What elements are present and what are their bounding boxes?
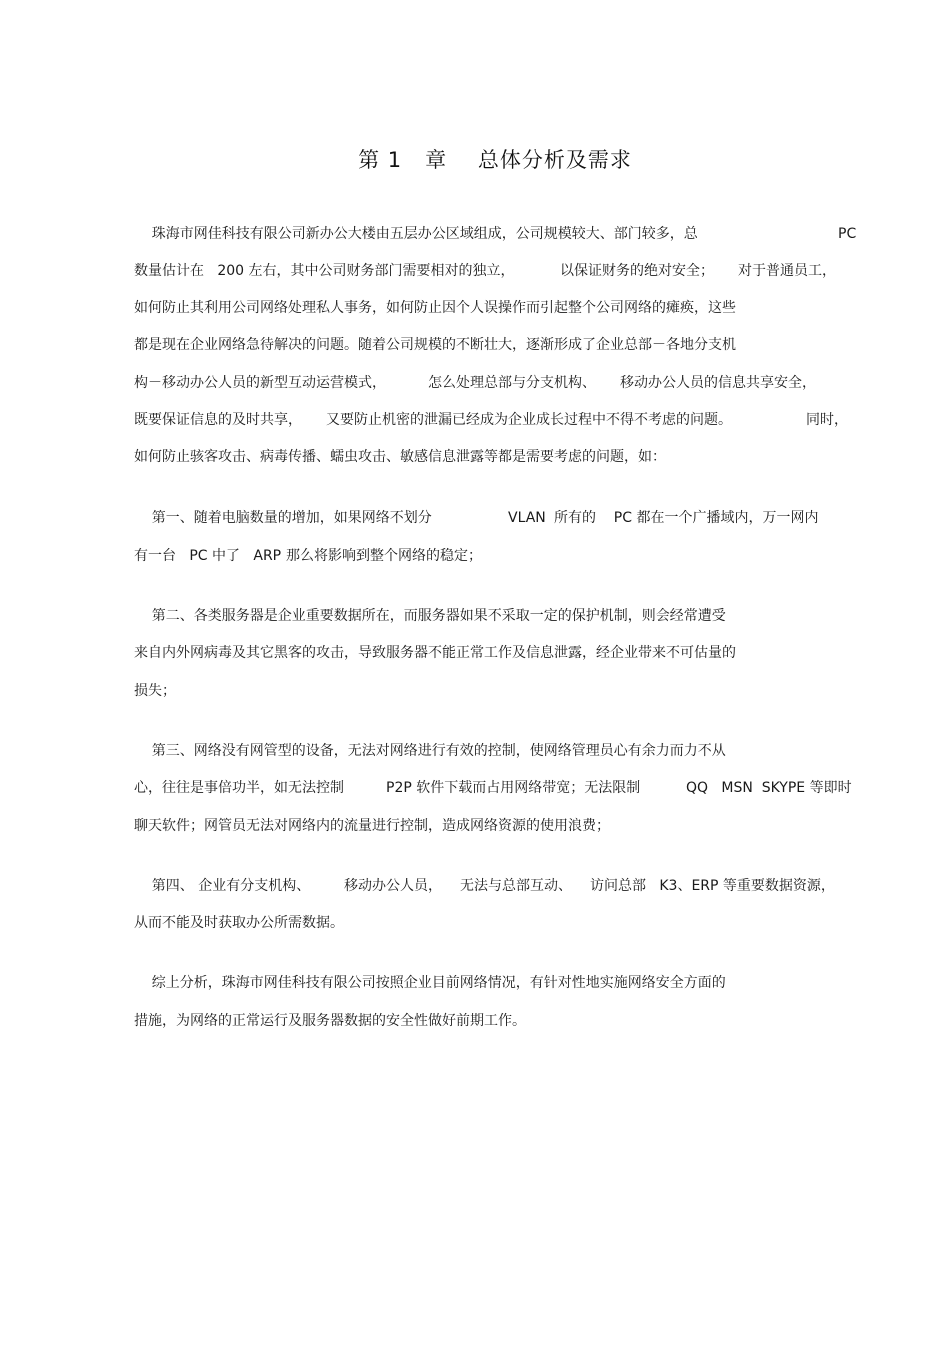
text-segment: 第一、随着电脑数量的增加，如果网络不划分 [134, 510, 432, 526]
text-segment: 既要保证信息的及时共享， [134, 412, 302, 428]
text-segment: QQ MSN SKYPE 等即时 [686, 780, 852, 796]
text-segment: 数量估计在 200 左右，其中公司财务部门需要相对的独立， [134, 263, 515, 279]
text-segment: 从而不能及时获取办公所需数据。 [134, 915, 344, 931]
text-segment: 怎么处理总部与分支机构、 [428, 375, 596, 391]
paragraph-6-line-2 [134, 1012, 526, 1066]
text-segment: 第二、各类服务器是企业重要数据所在，而服务器如果不采取一定的保护机制，则会经常遭受 [134, 608, 726, 624]
text-segment: 同时， [806, 412, 848, 428]
text-segment: 无法与总部互动、 [460, 878, 572, 894]
text-segment: 对于普通员工， [738, 263, 836, 279]
paragraph-1-line-7 [134, 448, 666, 502]
chapter-title: 第 1 章 总体分析及需求 [358, 148, 632, 172]
text-segment: 第三、网络没有网管型的设备，无法对网络进行有效的控制，使网络管理员心有余力而力不从 [134, 743, 726, 759]
text-segment: 构－移动办公人员的新型互动运营模式， [134, 375, 386, 391]
text-segment: 来自内外网病毒及其它黑客的攻击，导致服务器不能正常工作及信息泄露，经企业带来不可估量的 [134, 645, 736, 661]
text-segment: 损失； [134, 683, 176, 699]
text-segment: 以保证财务的绝对安全； [560, 263, 714, 279]
text-segment: 心，往往是事倍功半，如无法控制 [134, 780, 344, 796]
text-segment: 综上分析，珠海市网佳科技有限公司按照企业目前网络情况，有针对性地实施网络安全方面的 [134, 975, 726, 991]
text-segment: P2P 软件下载而占用网络带宽；无法限制 [386, 780, 641, 796]
text-segment: 移动办公人员， [344, 878, 442, 894]
paragraph-5-line-2 [134, 914, 344, 968]
text-segment: 都是现在企业网络急待解决的问题。随着公司规模的不断壮大，逐渐形成了企业总部－各地分支机 [134, 337, 736, 353]
text-segment: PC [838, 226, 857, 242]
text-segment: VLAN [508, 510, 546, 526]
text-segment: 又要防止机密的泄漏已经成为企业成长过程中不得不考虑的问题。 [326, 412, 732, 428]
text-segment: 如何防止骇客攻击、病毒传播、蠕虫攻击、敏感信息泄露等都是需要考虑的问题，如： [134, 449, 666, 465]
paragraph-3-line-3 [134, 682, 176, 736]
text-segment: 措施，为网络的正常运行及服务器数据的安全性做好前期工作。 [134, 1013, 526, 1029]
text-segment: 访问总部 K3、ERP 等重要数据资源， [590, 878, 835, 894]
text-segment: 珠海市网佳科技有限公司新办公大楼由五层办公区域组成，公司规模较大、部门较多，总 [134, 226, 698, 242]
text-segment: 聊天软件；网管员无法对网络内的流量进行控制，造成网络资源的使用浪费； [134, 818, 610, 834]
text-segment: 那么将影响到整个网络的稳定； [286, 548, 482, 564]
text-segment: 如何防止其利用公司网络处理私人事务，如何防止因个人误操作而引起整个公司网络的瘫痪，这些 [134, 300, 736, 316]
paragraph-4-line-3 [134, 817, 610, 871]
text-segment: 有一台 PC 中了 ARP [134, 548, 282, 564]
text-segment: 所有的 PC 都在一个广播域内，万一网内 [554, 510, 819, 526]
text-segment: 移动办公人员的信息共享安全， [620, 375, 816, 391]
text-segment: 第四、 企业有分支机构、 [134, 878, 311, 894]
